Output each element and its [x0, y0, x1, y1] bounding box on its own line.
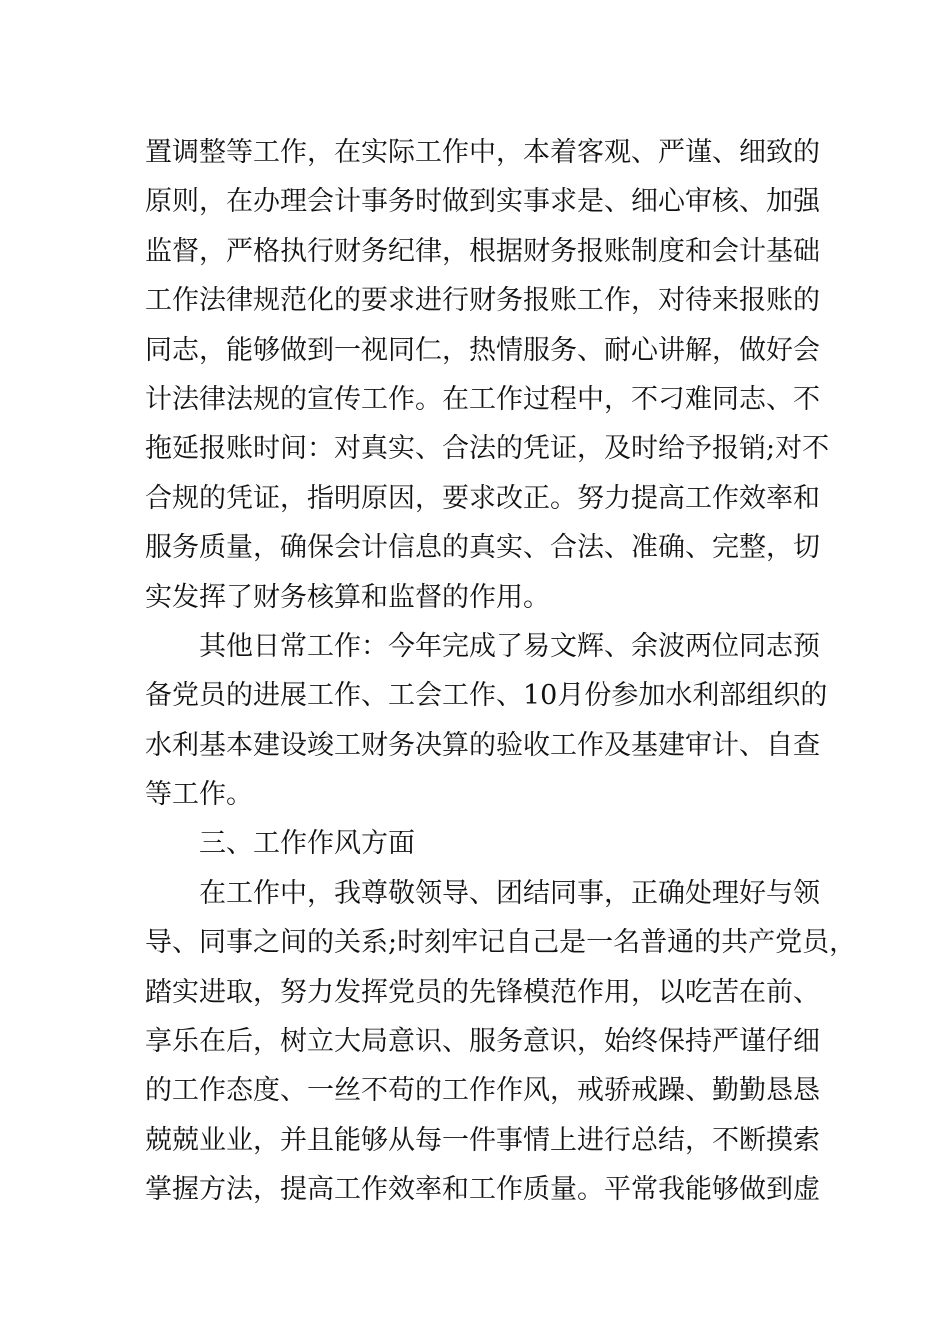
text-line: 掌握方法，提高工作效率和工作质量。平常我能够做到虚: [145, 1174, 820, 1206]
section-heading: 三、工作作风方面: [199, 828, 415, 860]
text-line: 等工作。: [145, 779, 253, 811]
text-line: 合规的凭证，指明原因，要求改正。努力提高工作效率和: [145, 482, 820, 514]
text-line: 踏实进取，努力发挥党员的先锋模范作用，以吃苦在前、: [145, 976, 820, 1008]
text-line: 监督，严格执行财务纪律，根据财务报账制度和会计基础: [145, 235, 820, 267]
text-line: 工作法律规范化的要求进行财务报账工作，对待来报账的: [145, 285, 820, 317]
text-line: 实发挥了财务核算和监督的作用。: [145, 581, 550, 613]
text-line: 备党员的进展工作、工会工作、10月份参加水利部组织的: [145, 680, 828, 712]
text-line: 导、同事之间的关系;时刻牢记自己是一名普通的共产党员，: [145, 927, 857, 959]
paragraph-start-line: 其他日常工作：今年完成了易文辉、余波两位同志预: [199, 630, 820, 662]
text-line: 水利基本建设竣工财务决算的验收工作及基建审计、自查: [145, 729, 820, 761]
paragraph-start-line: 在工作中，我尊敬领导、团结同事，正确处理好与领: [199, 877, 820, 909]
text-line: 同志，能够做到一视同仁，热情服务、耐心讲解，做好会: [145, 334, 820, 366]
body-text: [145, 128, 857, 1215]
text-line: 置调整等工作，在实际工作中，本着客观、严谨、细致的: [145, 137, 820, 168]
text-line: 拖延报账时间：对真实、合法的凭证，及时给予报销;对不: [145, 433, 830, 465]
text-line: 服务质量，确保会计信息的真实、合法、准确、完整，切: [145, 532, 820, 564]
text-line: 计法律法规的宣传工作。在工作过程中，不刁难同志、不: [145, 383, 820, 415]
text-line: 兢兢业业，并且能够从每一件事情上进行总结，不断摸索: [145, 1124, 820, 1156]
text-line: 享乐在后，树立大局意识、服务意识，始终保持严谨仔细: [145, 1026, 820, 1058]
text-line: 原则，在办理会计事务时做到实事求是、细心审核、加强: [145, 186, 820, 218]
text-line: 的工作态度、一丝不苟的工作作风，戒骄戒躁、勤勤恳恳: [145, 1075, 820, 1107]
